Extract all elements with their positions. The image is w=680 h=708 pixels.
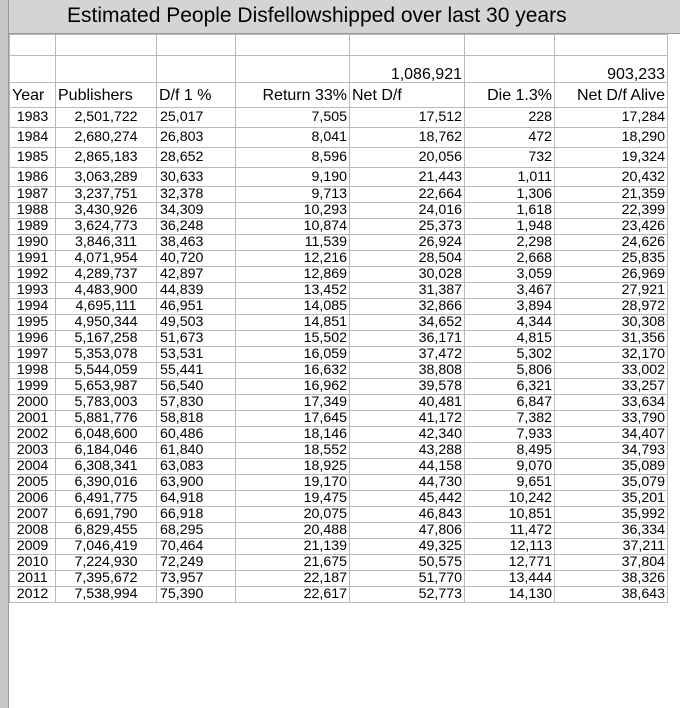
die-cell[interactable]: 10,851 (465, 507, 555, 523)
return-cell[interactable]: 18,146 (236, 427, 350, 443)
net-df-alive-cell[interactable]: 24,626 (555, 235, 668, 251)
net-df-cell[interactable]: 44,730 (350, 475, 465, 491)
table-row (10, 331, 668, 347)
year-cell[interactable]: 1996 (10, 331, 56, 347)
table-row (10, 168, 668, 187)
net-df-cell[interactable]: 25,373 (350, 219, 465, 235)
header-die[interactable]: Die 1.3% (465, 83, 555, 108)
publishers-cell[interactable]: 3,063,289 (56, 168, 157, 187)
die-cell[interactable]: 10,242 (465, 491, 555, 507)
table-row (10, 491, 668, 507)
year-cell[interactable]: 1998 (10, 363, 56, 379)
publishers-cell[interactable]: 3,846,311 (56, 235, 157, 251)
die-cell[interactable]: 1,618 (465, 203, 555, 219)
return-cell[interactable]: 19,475 (236, 491, 350, 507)
die-cell[interactable]: 12,113 (465, 539, 555, 555)
net-df-alive-cell[interactable]: 33,002 (555, 363, 668, 379)
die-cell[interactable]: 7,933 (465, 427, 555, 443)
df-cell[interactable]: 55,441 (157, 363, 236, 379)
publishers-cell[interactable]: 3,624,773 (56, 219, 157, 235)
table-row (10, 283, 668, 299)
year-cell[interactable]: 1984 (10, 128, 56, 148)
return-cell[interactable]: 15,502 (236, 331, 350, 347)
net-df-alive-cell[interactable]: 34,407 (555, 427, 668, 443)
return-cell[interactable]: 8,596 (236, 148, 350, 168)
df-cell[interactable]: 32,378 (157, 187, 236, 203)
df-cell[interactable]: 63,083 (157, 459, 236, 475)
die-cell[interactable]: 1,948 (465, 219, 555, 235)
net-df-cell[interactable]: 32,866 (350, 299, 465, 315)
net-df-cell[interactable]: 20,056 (350, 148, 465, 168)
die-cell[interactable]: 3,059 (465, 267, 555, 283)
publishers-cell[interactable]: 5,653,987 (56, 379, 157, 395)
net-df-cell[interactable]: 22,664 (350, 187, 465, 203)
net-df-cell[interactable]: 30,028 (350, 267, 465, 283)
table-row (10, 411, 668, 427)
net-df-alive-cell[interactable]: 38,643 (555, 587, 668, 603)
cell[interactable] (236, 56, 350, 83)
return-cell[interactable]: 14,085 (236, 299, 350, 315)
publishers-cell[interactable]: 7,395,672 (56, 571, 157, 587)
table-row (10, 128, 668, 148)
publishers-cell[interactable]: 5,783,003 (56, 395, 157, 411)
year-cell[interactable]: 2008 (10, 523, 56, 539)
return-cell[interactable]: 8,041 (236, 128, 350, 148)
net-df-cell[interactable]: 43,288 (350, 443, 465, 459)
return-cell[interactable]: 16,962 (236, 379, 350, 395)
net-df-total-cell[interactable]: 1,086,921 (350, 56, 465, 83)
year-cell[interactable]: 1985 (10, 148, 56, 168)
publishers-cell[interactable]: 6,048,600 (56, 427, 157, 443)
return-cell[interactable]: 11,539 (236, 235, 350, 251)
net-df-alive-cell[interactable]: 35,089 (555, 459, 668, 475)
year-cell[interactable]: 2011 (10, 571, 56, 587)
net-df-alive-cell[interactable]: 33,257 (555, 379, 668, 395)
net-df-cell[interactable]: 38,808 (350, 363, 465, 379)
net-df-cell[interactable]: 24,016 (350, 203, 465, 219)
publishers-cell[interactable]: 2,501,722 (56, 108, 157, 128)
year-cell[interactable]: 2000 (10, 395, 56, 411)
return-cell[interactable]: 21,675 (236, 555, 350, 571)
die-cell[interactable]: 732 (465, 148, 555, 168)
df-cell[interactable]: 70,464 (157, 539, 236, 555)
year-cell[interactable]: 2003 (10, 443, 56, 459)
df-cell[interactable]: 75,390 (157, 587, 236, 603)
df-cell[interactable]: 58,818 (157, 411, 236, 427)
die-cell[interactable]: 3,894 (465, 299, 555, 315)
totals-row (10, 56, 668, 83)
df-cell[interactable]: 57,830 (157, 395, 236, 411)
net-df-alive-cell[interactable]: 38,326 (555, 571, 668, 587)
return-cell[interactable]: 18,925 (236, 459, 350, 475)
die-cell[interactable]: 3,467 (465, 283, 555, 299)
year-cell[interactable]: 1987 (10, 187, 56, 203)
cell[interactable] (236, 35, 350, 56)
net-df-cell[interactable]: 18,762 (350, 128, 465, 148)
publishers-cell[interactable]: 5,881,776 (56, 411, 157, 427)
year-cell[interactable]: 1999 (10, 379, 56, 395)
table-row (10, 347, 668, 363)
cell[interactable] (10, 56, 56, 83)
header-year[interactable]: Year (10, 83, 56, 108)
df-cell[interactable]: 60,486 (157, 427, 236, 443)
publishers-cell[interactable]: 4,695,111 (56, 299, 157, 315)
df-cell[interactable]: 68,295 (157, 523, 236, 539)
df-cell[interactable]: 72,249 (157, 555, 236, 571)
net-df-cell[interactable]: 52,773 (350, 587, 465, 603)
die-cell[interactable]: 228 (465, 108, 555, 128)
year-cell[interactable]: 1988 (10, 203, 56, 219)
die-cell[interactable]: 9,651 (465, 475, 555, 491)
table-row (10, 587, 668, 603)
year-cell[interactable]: 2009 (10, 539, 56, 555)
die-cell[interactable]: 1,306 (465, 187, 555, 203)
net-df-cell[interactable]: 21,443 (350, 168, 465, 187)
table-row (10, 187, 668, 203)
net-df-alive-cell[interactable]: 20,432 (555, 168, 668, 187)
publishers-cell[interactable]: 6,308,341 (56, 459, 157, 475)
df-cell[interactable]: 64,918 (157, 491, 236, 507)
net-df-cell[interactable]: 36,171 (350, 331, 465, 347)
publishers-cell[interactable]: 4,071,954 (56, 251, 157, 267)
table-row (10, 555, 668, 571)
df-cell[interactable]: 61,840 (157, 443, 236, 459)
row-header-strip (0, 0, 9, 708)
net-df-alive-cell[interactable]: 26,969 (555, 267, 668, 283)
table-row (10, 251, 668, 267)
df-cell[interactable]: 34,309 (157, 203, 236, 219)
return-cell[interactable]: 21,139 (236, 539, 350, 555)
df-cell[interactable]: 53,531 (157, 347, 236, 363)
df-cell[interactable]: 73,957 (157, 571, 236, 587)
publishers-cell[interactable]: 5,353,078 (56, 347, 157, 363)
net-df-alive-cell[interactable]: 35,079 (555, 475, 668, 491)
net-df-cell[interactable]: 45,442 (350, 491, 465, 507)
table-row (10, 571, 668, 587)
net-df-cell[interactable]: 28,504 (350, 251, 465, 267)
table-row (10, 507, 668, 523)
net-df-alive-cell[interactable]: 30,308 (555, 315, 668, 331)
return-cell[interactable]: 20,488 (236, 523, 350, 539)
table-row (10, 108, 668, 128)
year-cell[interactable]: 1991 (10, 251, 56, 267)
return-cell[interactable]: 10,293 (236, 203, 350, 219)
year-cell[interactable]: 1990 (10, 235, 56, 251)
die-cell[interactable]: 11,472 (465, 523, 555, 539)
publishers-cell[interactable]: 2,865,183 (56, 148, 157, 168)
table-row (10, 267, 668, 283)
net-df-alive-cell[interactable]: 33,634 (555, 395, 668, 411)
table-row (10, 363, 668, 379)
table-row (10, 475, 668, 491)
return-cell[interactable]: 14,851 (236, 315, 350, 331)
publishers-cell[interactable]: 6,390,016 (56, 475, 157, 491)
die-cell[interactable]: 1,011 (465, 168, 555, 187)
cell[interactable] (555, 35, 668, 56)
year-cell[interactable]: 2006 (10, 491, 56, 507)
year-cell[interactable]: 2004 (10, 459, 56, 475)
net-df-cell[interactable]: 26,924 (350, 235, 465, 251)
cell[interactable] (157, 35, 236, 56)
year-cell[interactable]: 2012 (10, 587, 56, 603)
header-df-percent[interactable]: D/f 1 % (157, 83, 236, 108)
return-cell[interactable]: 9,713 (236, 187, 350, 203)
cell[interactable] (465, 56, 555, 83)
publishers-cell[interactable]: 7,224,930 (56, 555, 157, 571)
publishers-cell[interactable]: 3,237,751 (56, 187, 157, 203)
net-df-alive-cell[interactable]: 35,201 (555, 491, 668, 507)
return-cell[interactable]: 22,187 (236, 571, 350, 587)
table-row (10, 459, 668, 475)
net-df-alive-cell[interactable]: 28,972 (555, 299, 668, 315)
return-cell[interactable]: 12,869 (236, 267, 350, 283)
publishers-cell[interactable]: 3,430,926 (56, 203, 157, 219)
net-df-cell[interactable]: 44,158 (350, 459, 465, 475)
net-df-alive-cell[interactable]: 37,804 (555, 555, 668, 571)
net-df-cell[interactable]: 51,770 (350, 571, 465, 587)
return-cell[interactable]: 17,645 (236, 411, 350, 427)
die-cell[interactable]: 4,344 (465, 315, 555, 331)
publishers-cell[interactable]: 7,538,994 (56, 587, 157, 603)
return-cell[interactable]: 9,190 (236, 168, 350, 187)
table-row (10, 299, 668, 315)
df-cell[interactable]: 44,839 (157, 283, 236, 299)
publishers-cell[interactable]: 6,184,046 (56, 443, 157, 459)
die-cell[interactable]: 2,668 (465, 251, 555, 267)
blank-row (10, 35, 668, 56)
cell[interactable] (157, 56, 236, 83)
return-cell[interactable]: 20,075 (236, 507, 350, 523)
header-net-df[interactable]: Net D/f (350, 83, 465, 108)
df-cell[interactable]: 40,720 (157, 251, 236, 267)
return-cell[interactable]: 12,216 (236, 251, 350, 267)
die-cell[interactable]: 14,130 (465, 587, 555, 603)
year-cell[interactable]: 2002 (10, 427, 56, 443)
return-cell[interactable]: 10,874 (236, 219, 350, 235)
header-return[interactable]: Return 33% (236, 83, 350, 108)
df-cell[interactable]: 51,673 (157, 331, 236, 347)
return-cell[interactable]: 13,452 (236, 283, 350, 299)
net-df-alive-cell[interactable]: 25,835 (555, 251, 668, 267)
sheet-title: Estimated People Disfellowshipped over last 30 years (67, 4, 567, 27)
table-row (10, 219, 668, 235)
net-df-alive-cell[interactable]: 32,170 (555, 347, 668, 363)
net-df-cell[interactable]: 37,472 (350, 347, 465, 363)
df-cell[interactable]: 30,633 (157, 168, 236, 187)
table-row (10, 379, 668, 395)
cell[interactable] (56, 56, 157, 83)
table-row (10, 523, 668, 539)
net-df-cell[interactable]: 40,481 (350, 395, 465, 411)
df-cell[interactable]: 42,897 (157, 267, 236, 283)
net-df-alive-cell[interactable]: 31,356 (555, 331, 668, 347)
die-cell[interactable]: 2,298 (465, 235, 555, 251)
cell[interactable] (10, 35, 56, 56)
df-cell[interactable]: 28,652 (157, 148, 236, 168)
die-cell[interactable]: 12,771 (465, 555, 555, 571)
die-cell[interactable]: 6,847 (465, 395, 555, 411)
die-cell[interactable]: 9,070 (465, 459, 555, 475)
df-cell[interactable]: 66,918 (157, 507, 236, 523)
die-cell[interactable]: 7,382 (465, 411, 555, 427)
net-df-cell[interactable]: 47,806 (350, 523, 465, 539)
publishers-cell[interactable]: 4,483,900 (56, 283, 157, 299)
return-cell[interactable]: 22,617 (236, 587, 350, 603)
publishers-cell[interactable]: 5,167,258 (56, 331, 157, 347)
net-df-alive-cell[interactable]: 22,399 (555, 203, 668, 219)
die-cell[interactable]: 13,444 (465, 571, 555, 587)
net-df-cell[interactable]: 49,325 (350, 539, 465, 555)
year-cell[interactable]: 1986 (10, 168, 56, 187)
table-row (10, 203, 668, 219)
net-df-cell[interactable]: 41,172 (350, 411, 465, 427)
year-cell[interactable]: 2010 (10, 555, 56, 571)
publishers-cell[interactable]: 4,950,344 (56, 315, 157, 331)
die-cell[interactable]: 5,302 (465, 347, 555, 363)
net-df-cell[interactable]: 17,512 (350, 108, 465, 128)
net-df-cell[interactable]: 34,652 (350, 315, 465, 331)
die-cell[interactable]: 6,321 (465, 379, 555, 395)
df-cell[interactable]: 38,463 (157, 235, 236, 251)
net-df-cell[interactable]: 50,575 (350, 555, 465, 571)
year-cell[interactable]: 1993 (10, 283, 56, 299)
net-df-cell[interactable]: 42,340 (350, 427, 465, 443)
df-cell[interactable]: 25,017 (157, 108, 236, 128)
net-df-alive-cell[interactable]: 19,324 (555, 148, 668, 168)
return-cell[interactable]: 18,552 (236, 443, 350, 459)
year-cell[interactable]: 1989 (10, 219, 56, 235)
cell[interactable] (350, 35, 465, 56)
net-df-alive-cell[interactable]: 23,426 (555, 219, 668, 235)
net-df-alive-cell[interactable]: 36,334 (555, 523, 668, 539)
table-row (10, 539, 668, 555)
header-publishers[interactable]: Publishers (56, 83, 157, 108)
die-cell[interactable]: 8,495 (465, 443, 555, 459)
table-row (10, 315, 668, 331)
die-cell[interactable]: 5,806 (465, 363, 555, 379)
header-row (10, 83, 668, 108)
publishers-cell[interactable]: 6,691,790 (56, 507, 157, 523)
net-df-alive-cell[interactable]: 27,921 (555, 283, 668, 299)
year-cell[interactable]: 1992 (10, 267, 56, 283)
title-bar (9, 0, 680, 34)
net-df-alive-cell[interactable]: 34,793 (555, 443, 668, 459)
net-df-alive-cell[interactable]: 37,211 (555, 539, 668, 555)
net-df-cell[interactable]: 46,843 (350, 507, 465, 523)
net-df-alive-cell[interactable]: 18,290 (555, 128, 668, 148)
df-cell[interactable]: 26,803 (157, 128, 236, 148)
return-cell[interactable]: 16,059 (236, 347, 350, 363)
return-cell[interactable]: 16,632 (236, 363, 350, 379)
df-cell[interactable]: 63,900 (157, 475, 236, 491)
year-cell[interactable]: 1994 (10, 299, 56, 315)
year-cell[interactable]: 1997 (10, 347, 56, 363)
die-cell[interactable]: 472 (465, 128, 555, 148)
return-cell[interactable]: 17,349 (236, 395, 350, 411)
data-table (9, 34, 668, 603)
table-row (10, 443, 668, 459)
table-row (10, 427, 668, 443)
cell[interactable] (56, 35, 157, 56)
year-cell[interactable]: 1995 (10, 315, 56, 331)
df-cell[interactable]: 46,951 (157, 299, 236, 315)
header-net-df-alive[interactable]: Net D/f Alive (555, 83, 668, 108)
publishers-cell[interactable]: 2,680,274 (56, 128, 157, 148)
table-row (10, 148, 668, 168)
publishers-cell[interactable]: 5,544,059 (56, 363, 157, 379)
net-df-cell[interactable]: 31,387 (350, 283, 465, 299)
net-df-cell[interactable]: 39,578 (350, 379, 465, 395)
year-cell[interactable]: 2001 (10, 411, 56, 427)
return-cell[interactable]: 19,170 (236, 475, 350, 491)
df-cell[interactable]: 36,248 (157, 219, 236, 235)
publishers-cell[interactable]: 4,289,737 (56, 267, 157, 283)
net-df-alive-cell[interactable]: 33,790 (555, 411, 668, 427)
publishers-cell[interactable]: 6,829,455 (56, 523, 157, 539)
net-df-alive-cell[interactable]: 21,359 (555, 187, 668, 203)
net-df-alive-cell[interactable]: 17,284 (555, 108, 668, 128)
df-cell[interactable]: 49,503 (157, 315, 236, 331)
return-cell[interactable]: 7,505 (236, 108, 350, 128)
df-cell[interactable]: 56,540 (157, 379, 236, 395)
year-cell[interactable]: 2005 (10, 475, 56, 491)
publishers-cell[interactable]: 6,491,775 (56, 491, 157, 507)
publishers-cell[interactable]: 7,046,419 (56, 539, 157, 555)
net-df-alive-cell[interactable]: 35,992 (555, 507, 668, 523)
year-cell[interactable]: 2007 (10, 507, 56, 523)
net-df-alive-total-cell[interactable]: 903,233 (555, 56, 668, 83)
cell[interactable] (465, 35, 555, 56)
year-cell[interactable]: 1983 (10, 108, 56, 128)
die-cell[interactable]: 4,815 (465, 331, 555, 347)
table-row (10, 235, 668, 251)
table-row (10, 395, 668, 411)
